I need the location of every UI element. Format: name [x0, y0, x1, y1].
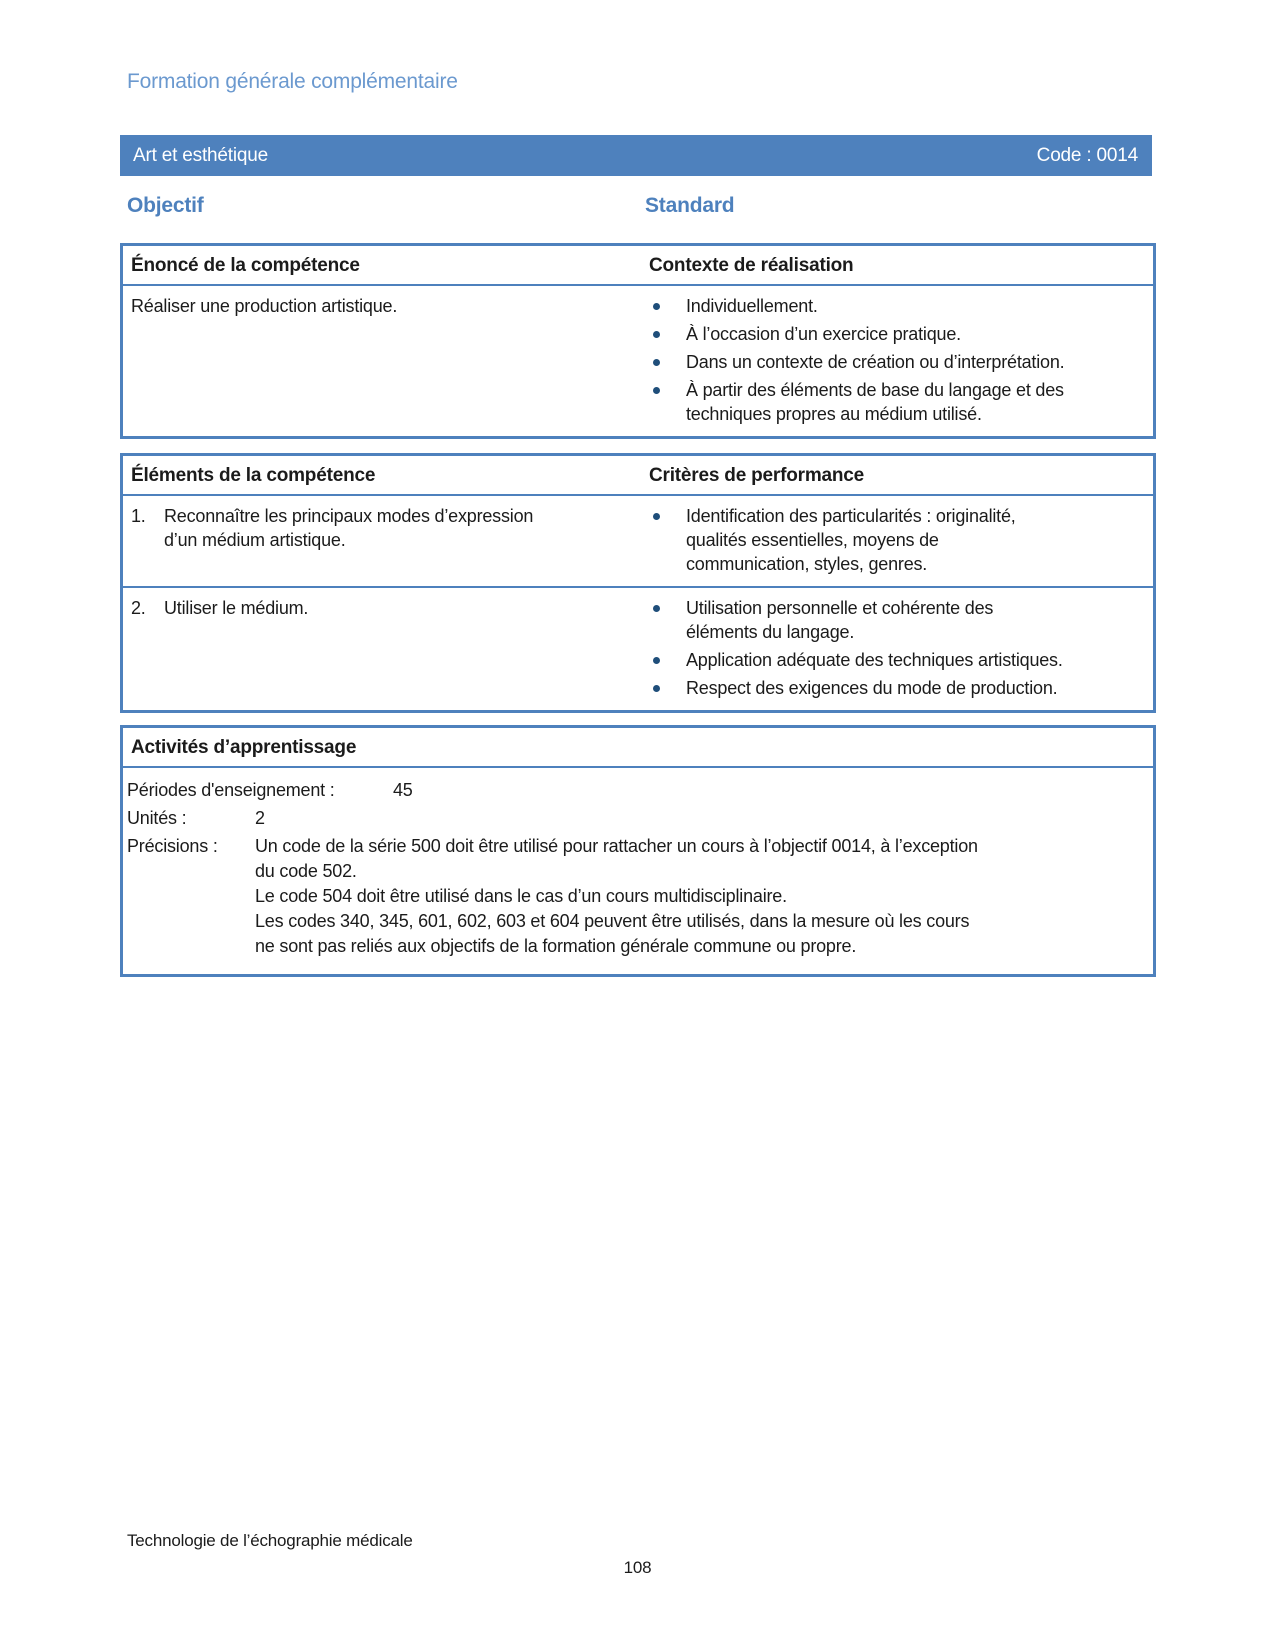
element-text: Utiliser le médium. — [164, 598, 309, 618]
criteres-performance-header: Critères de performance — [649, 465, 865, 486]
criteria-bullet-list — [649, 596, 1143, 700]
bullet-text: À l’occasion d’un exercice pratique. — [686, 324, 961, 344]
elements-table-header-row — [123, 456, 1153, 496]
criteria-cell — [645, 496, 1153, 586]
contexte-bullet-list — [649, 294, 1143, 426]
footer-program-name: Technologie de l’échographie médicale — [127, 1531, 413, 1550]
bullet-text: Dans un contexte de création ou d’interprétation. — [686, 352, 1065, 372]
bullet-icon — [653, 685, 660, 692]
units-value: 2 — [255, 808, 265, 828]
elements-table-row — [123, 586, 1153, 710]
numbered-item — [131, 596, 637, 620]
enonce-competence-header: Énoncé de la compétence — [131, 255, 360, 276]
elements-competence-header: Éléments de la compétence — [131, 465, 376, 486]
page-header-label: Formation générale complémentaire — [127, 70, 458, 93]
page-number: 108 — [623, 1558, 652, 1577]
bullet-text: À partir des éléments de base du langage et des techniques propres au médium utilisé. — [686, 380, 1064, 424]
objectif-heading: Objectif — [127, 194, 204, 217]
activities-box — [120, 725, 1156, 977]
activities-body — [123, 768, 1153, 974]
element-cell — [123, 588, 645, 710]
list-item — [651, 596, 1143, 644]
list-item — [651, 504, 1143, 576]
bullet-icon — [653, 657, 660, 664]
bullet-text: Utilisation personnelle et cohérente des éléments du langage. — [686, 598, 994, 642]
item-number: 1. — [131, 506, 146, 526]
precision-paragraph: Le code 504 doit être utilisé dans le cas d’un cours multidisciplinaire. — [255, 886, 787, 906]
competence-table-body-row — [123, 286, 1153, 436]
competence-table-header-row — [123, 246, 1153, 286]
contexte-realisation-cell — [645, 286, 1153, 436]
bullet-icon — [653, 387, 660, 394]
list-item — [651, 294, 1143, 318]
standard-heading: Standard — [645, 194, 735, 217]
periods-row — [127, 778, 1139, 803]
numbered-item — [131, 504, 637, 552]
list-item — [651, 648, 1143, 672]
units-label: Unités : — [127, 808, 187, 828]
bullet-icon — [653, 303, 660, 310]
criteria-bullet-list — [649, 504, 1143, 576]
precision-paragraph: Un code de la série 500 doit être utilisé pour rattacher un cours à l’objectif 0014, à l’exception du code 502. — [255, 836, 978, 881]
bullet-icon — [653, 359, 660, 366]
criteria-cell — [645, 588, 1153, 710]
element-cell — [123, 496, 645, 586]
elements-table — [120, 453, 1156, 713]
bullet-text: Application adéquate des techniques artistiques. — [686, 650, 1063, 670]
contexte-realisation-header: Contexte de réalisation — [649, 255, 854, 276]
periods-label: Périodes d'enseignement : — [127, 780, 335, 800]
units-row — [127, 806, 1139, 831]
banner-title: Art et esthétique — [133, 144, 268, 166]
list-item — [651, 378, 1143, 426]
section-banner — [120, 135, 1152, 176]
item-number: 2. — [131, 598, 146, 618]
list-item — [651, 350, 1143, 374]
list-item — [651, 322, 1143, 346]
bullet-icon — [653, 605, 660, 612]
precisions-label: Précisions : — [127, 836, 218, 856]
periods-value: 45 — [393, 780, 413, 800]
enonce-competence-text: Réaliser une production artistique. — [131, 296, 398, 316]
precisions-row — [127, 834, 1139, 959]
precision-paragraph: Les codes 340, 345, 601, 602, 603 et 604 peuvent être utilisés, dans la mesure où les cours ne sont pas reliés aux objectifs de la formation générale commune ou propre. — [255, 911, 970, 956]
elements-table-row — [123, 496, 1153, 586]
precisions-text — [255, 834, 1139, 959]
activities-header: Activités d’apprentissage — [123, 728, 1153, 768]
bullet-icon — [653, 331, 660, 338]
bullet-text: Respect des exigences du mode de production. — [686, 678, 1058, 698]
list-item — [651, 676, 1143, 700]
bullet-text: Individuellement. — [686, 296, 818, 316]
element-text: Reconnaître les principaux modes d’expression d’un médium artistique. — [164, 506, 534, 550]
banner-code: Code : 0014 — [1036, 144, 1138, 166]
bullet-text: Identification des particularités : originalité, qualités essentielles, moyens de communication, styles, genres. — [686, 506, 1016, 574]
bullet-icon — [653, 513, 660, 520]
competence-table — [120, 243, 1156, 439]
